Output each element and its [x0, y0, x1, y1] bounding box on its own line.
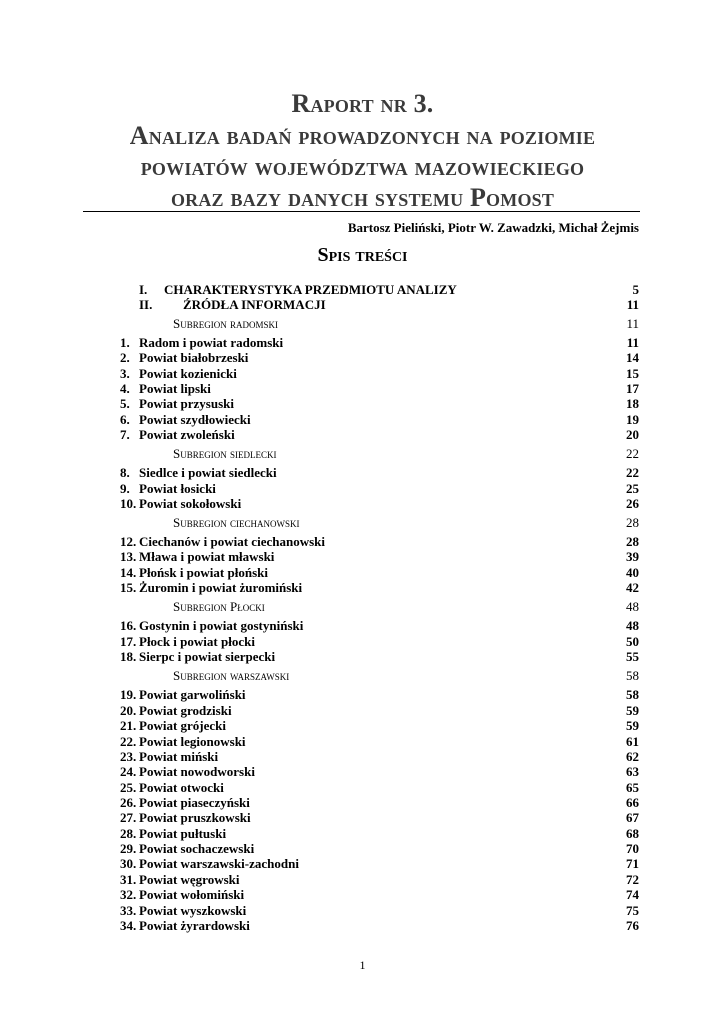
- toc-item-title: Powiat sokołowski: [139, 496, 242, 511]
- toc-item-number: 33.: [120, 903, 137, 918]
- toc-item[interactable]: [0, 918, 725, 934]
- toc-item[interactable]: [0, 764, 725, 780]
- toc-page-number: 62: [626, 749, 639, 764]
- toc-item-number: 27.: [120, 810, 137, 825]
- toc-item-title: Powiat pułtuski: [139, 826, 227, 841]
- toc-item-title: Powiat węgrowski: [139, 872, 240, 887]
- toc-item-number: 26.: [120, 795, 137, 810]
- toc-item-number: 13.: [120, 549, 137, 564]
- toc-item-number: 29.: [120, 841, 137, 856]
- toc-subregion[interactable]: [0, 599, 725, 615]
- toc-item-number: 10.: [120, 496, 137, 511]
- toc-page-number: 59: [626, 703, 639, 718]
- toc-item-number: 31.: [120, 872, 137, 887]
- toc-item[interactable]: [0, 856, 725, 872]
- toc-item-title: Powiat nowodworski: [139, 764, 255, 779]
- toc-item-number: 9.: [120, 481, 130, 496]
- toc-page-number: 59: [626, 718, 639, 733]
- toc-page-number: 74: [626, 887, 639, 902]
- title-divider: [83, 211, 640, 212]
- toc-item-title: Ciechanów i powiat ciechanowski: [139, 534, 325, 549]
- toc-item-number: 32.: [120, 887, 137, 902]
- toc-page-number: 71: [626, 856, 639, 871]
- toc-item[interactable]: [0, 396, 725, 412]
- toc-item-number: 2.: [120, 350, 130, 365]
- page-number: 1: [359, 958, 366, 972]
- toc-chapter-number: II.: [139, 297, 153, 312]
- toc-item-number: 20.: [120, 703, 137, 718]
- toc-item-title: Sierpc i powiat sierpecki: [139, 649, 276, 664]
- title-line-2: Analiza badań prowadzonych na poziomie: [129, 121, 596, 150]
- toc-item-title: Gostynin i powiat gostyniński: [139, 618, 304, 633]
- toc-subregion-title: Subregion Płocki: [173, 599, 265, 614]
- toc-title: Spis treści: [317, 244, 408, 266]
- toc-item-title: Płońsk i powiat płoński: [139, 565, 268, 580]
- toc-item-number: 17.: [120, 634, 137, 649]
- toc-item-title: Powiat wołomiński: [139, 887, 245, 902]
- toc-page-number: 17: [626, 381, 639, 396]
- toc-page-number: 5: [632, 282, 639, 297]
- toc-page-number: 61: [626, 734, 639, 749]
- toc-item[interactable]: [0, 903, 725, 919]
- toc-item[interactable]: [0, 549, 725, 565]
- toc-item[interactable]: [0, 366, 725, 382]
- toc-item-title: Siedlce i powiat siedlecki: [139, 465, 277, 480]
- toc-item-number: 8.: [120, 465, 130, 480]
- toc-chapter-number: I.: [139, 282, 148, 297]
- toc-item[interactable]: [0, 427, 725, 443]
- toc-item-number: 15.: [120, 580, 137, 595]
- toc-item[interactable]: [0, 887, 725, 903]
- toc-item[interactable]: [0, 496, 725, 512]
- toc-item-number: 24.: [120, 764, 137, 779]
- toc-item-title: Powiat grodziski: [139, 703, 232, 718]
- toc-item-number: 6.: [120, 412, 130, 427]
- toc-page-number: 28: [626, 534, 639, 549]
- toc-item-title: Powiat warszawski-zachodni: [139, 856, 299, 871]
- toc-item-number: 21.: [120, 718, 137, 733]
- toc-item[interactable]: [0, 718, 725, 734]
- toc-page-number: 63: [626, 764, 639, 779]
- toc-chapter-title: ŹRÓDŁA INFORMACJI: [183, 297, 326, 312]
- toc-item-number: 14.: [120, 565, 137, 580]
- toc-item-number: 19.: [120, 687, 137, 702]
- authors: Bartosz Pieliński, Piotr W. Zawadzki, Michał Żejmis: [347, 220, 639, 235]
- toc-item-title: Powiat garwoliński: [139, 687, 246, 702]
- toc-page-number: 55: [626, 649, 639, 664]
- toc-chapter-title: CHARAKTERYSTYKA PRZEDMIOTU ANALIZY: [164, 282, 457, 297]
- title-line-3: powiatów województwa mazowieckiego: [140, 152, 585, 181]
- toc-item-title: Powiat grójecki: [139, 718, 227, 733]
- toc-item-number: 16.: [120, 618, 137, 633]
- toc-subregion-title: Subregion warszawski: [173, 668, 290, 683]
- toc-page-number: 42: [626, 580, 639, 595]
- toc-item[interactable]: [0, 649, 725, 665]
- toc-subregion-title: Subregion ciechanowski: [173, 515, 300, 530]
- toc-item-title: Powiat żyrardowski: [139, 918, 250, 933]
- toc-item-number: 3.: [120, 366, 130, 381]
- toc-page-number: 48: [626, 618, 639, 633]
- toc-item-title: Żuromin i powiat żuromiński: [139, 580, 303, 595]
- toc-item[interactable]: [0, 335, 725, 351]
- toc-item[interactable]: [0, 634, 725, 650]
- toc-page-number: 11: [626, 335, 639, 350]
- toc-subregion[interactable]: [0, 515, 725, 531]
- toc-page-number: 65: [626, 780, 639, 795]
- toc-item-number: 23.: [120, 749, 137, 764]
- toc-page-number: 72: [626, 872, 639, 887]
- toc-page-number: 25: [626, 481, 639, 496]
- toc-item-title: Powiat miński: [139, 749, 219, 764]
- toc-page-number: 68: [626, 826, 639, 841]
- toc-page-number: 39: [626, 549, 639, 564]
- toc-item-number: 28.: [120, 826, 137, 841]
- toc-item[interactable]: [0, 412, 725, 428]
- toc-page-number: 18: [626, 396, 639, 411]
- toc-page-number: 76: [626, 918, 639, 933]
- toc-page-number: 19: [626, 412, 639, 427]
- toc-item[interactable]: [0, 749, 725, 765]
- toc-item[interactable]: [0, 465, 725, 481]
- toc-page-number: 67: [626, 810, 639, 825]
- toc-subregion[interactable]: [0, 446, 725, 462]
- toc-item-title: Płock i powiat płocki: [139, 634, 255, 649]
- toc-page-number: 66: [626, 795, 639, 810]
- toc-page-number: 70: [626, 841, 639, 856]
- toc-item-title: Powiat sochaczewski: [139, 841, 255, 856]
- toc-subregion-title: Subregion siedlecki: [173, 446, 277, 461]
- toc-item[interactable]: [0, 826, 725, 842]
- toc-item-title: Powiat białobrzeski: [139, 350, 249, 365]
- toc-page-number: 75: [626, 903, 639, 918]
- toc-subregion[interactable]: [0, 316, 725, 332]
- toc-page-number: 22: [626, 446, 639, 461]
- toc-item-number: 1.: [120, 335, 130, 350]
- toc-item-title: Powiat piaseczyński: [139, 795, 250, 810]
- toc-chapter[interactable]: [0, 297, 725, 313]
- toc-page-number: 58: [626, 687, 639, 702]
- toc-item-number: 34.: [120, 918, 137, 933]
- toc-item[interactable]: [0, 841, 725, 857]
- title-line-1: Raport nr 3.: [291, 89, 434, 118]
- toc-item[interactable]: [0, 350, 725, 366]
- toc-item-number: 7.: [120, 427, 130, 442]
- toc-item[interactable]: [0, 795, 725, 811]
- toc-item-title: Powiat zwoleński: [139, 427, 235, 442]
- toc-page-number: 50: [626, 634, 639, 649]
- toc-item-number: 22.: [120, 734, 137, 749]
- toc-item-number: 5.: [120, 396, 130, 411]
- toc-item[interactable]: [0, 810, 725, 826]
- toc-item-title: Powiat lipski: [139, 381, 211, 396]
- toc-item[interactable]: [0, 618, 725, 634]
- toc-page-number: 22: [626, 465, 639, 480]
- toc-item-title: Powiat pruszkowski: [139, 810, 251, 825]
- toc-item-title: Powiat legionowski: [139, 734, 246, 749]
- toc-item[interactable]: [0, 687, 725, 703]
- toc-item[interactable]: [0, 565, 725, 581]
- toc-item[interactable]: [0, 381, 725, 397]
- toc-page-number: 58: [626, 668, 639, 683]
- toc-item-number: 18.: [120, 649, 137, 664]
- toc-item-title: Mława i powiat mławski: [139, 549, 275, 564]
- toc-item-number: 4.: [120, 381, 130, 396]
- toc-item-title: Powiat kozienicki: [139, 366, 237, 381]
- toc-page-number: 40: [626, 565, 639, 580]
- toc-subregion-title: Subregion radomski: [173, 316, 278, 331]
- toc-item-title: Powiat szydłowiecki: [139, 412, 251, 427]
- toc-item[interactable]: [0, 780, 725, 796]
- toc-item[interactable]: [0, 734, 725, 750]
- toc-item-title: Powiat otwocki: [139, 780, 224, 795]
- toc-item[interactable]: [0, 580, 725, 596]
- title-line-4: oraz bazy danych systemu Pomost: [170, 183, 555, 212]
- toc-item-title: Powiat łosicki: [139, 481, 216, 496]
- toc-page-number: 11: [626, 297, 639, 312]
- toc-item-number: 30.: [120, 856, 137, 871]
- toc-item[interactable]: [0, 703, 725, 719]
- toc-subregion[interactable]: [0, 668, 725, 684]
- toc-item[interactable]: [0, 481, 725, 497]
- toc-page-number: 28: [626, 515, 639, 530]
- toc-item-number: 25.: [120, 780, 137, 795]
- toc-item-title: Powiat wyszkowski: [139, 903, 247, 918]
- toc-page-number: 48: [626, 599, 639, 614]
- toc-item-title: Powiat przysuski: [139, 396, 234, 411]
- toc-item[interactable]: [0, 534, 725, 550]
- toc-page-number: 26: [626, 496, 639, 511]
- toc-item-number: 12.: [120, 534, 137, 549]
- toc-chapter[interactable]: [0, 282, 725, 298]
- toc-page-number: 11: [626, 316, 639, 331]
- toc-item[interactable]: [0, 872, 725, 888]
- toc-page-number: 14: [626, 350, 639, 365]
- toc-item-title: Radom i powiat radomski: [139, 335, 284, 350]
- toc-page-number: 15: [626, 366, 639, 381]
- toc-page-number: 20: [626, 427, 639, 442]
